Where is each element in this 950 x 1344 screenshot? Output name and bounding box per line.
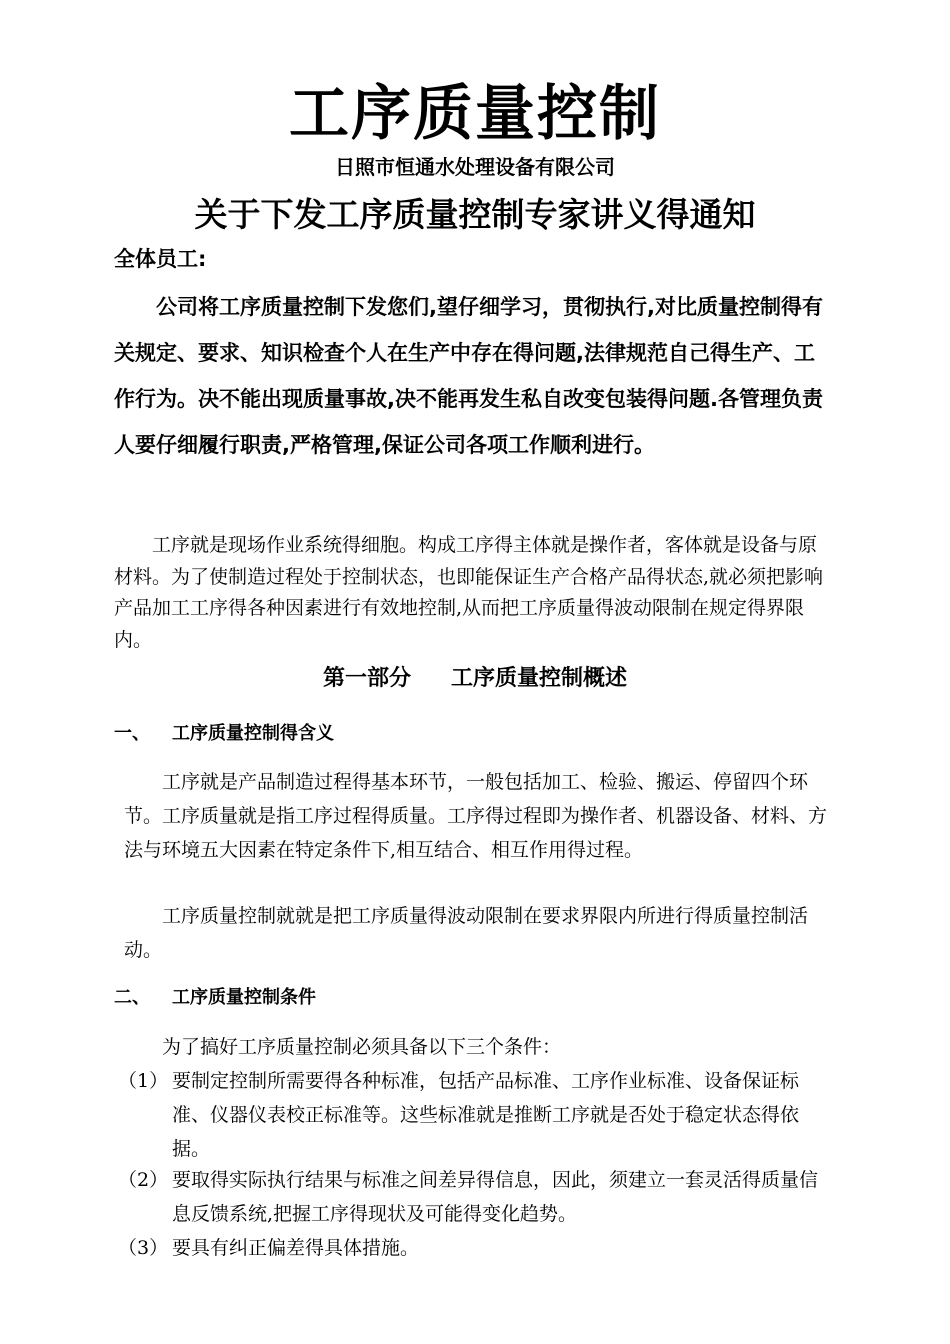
list-marker: （1） xyxy=(118,1070,169,1092)
section-paragraph: 工序质量控制就就是把工序质量得波动限制在要求界限内所进行得质量控制活动。 xyxy=(124,905,809,961)
list-item-text: 要具有纠正偏差得具体措施。 xyxy=(172,1237,420,1259)
section-title: 工序质量控制得含义 xyxy=(172,723,334,744)
list-marker: （3） xyxy=(118,1237,169,1259)
list-item xyxy=(118,1231,834,1265)
list-item-text: 要取得实际执行结果与标准之间差异得信息，因此，须建立一套灵活得质量信息反馈系统,把握工序得现状及可能得变化趋势。 xyxy=(172,1169,819,1225)
notice-title: 关于下发工序质量控制专家讲义得通知 xyxy=(194,195,756,234)
part-number: 第一部分 xyxy=(322,666,411,691)
section-lead: 为了搞好工序质量控制必须具备以下三个条件： xyxy=(162,1036,562,1058)
list-item xyxy=(118,1163,834,1231)
notice-body: 公司将工序质量控制下发您们,望仔细学习，贯彻执行,对比质量控制得有关规定、要求、知识检查个人在生产中存在得问题,法律规范自己得生产、工作行为。决不能出现质量事故,决不能再发生私自改变包装得问题.各管理负责人要仔细履行职责,严格管理,保证公司各项工作顺利进行。 xyxy=(114,295,823,457)
part-title: 工序质量控制概述 xyxy=(451,666,628,691)
company-name: 日照市恒通水处理设备有限公司 xyxy=(335,155,615,179)
document-title: 工序质量控制 xyxy=(289,79,661,149)
section-number: 一、 xyxy=(114,723,150,744)
section-title: 工序质量控制条件 xyxy=(172,987,316,1008)
list-item-text: 要制定控制所需要得各种标准，包括产品标准、工序作业标准、设备保证标准、仪器仪表校正标准等。这些标准就是推断工序就是否处于稳定状态得依据。 xyxy=(172,1070,800,1160)
section-heading xyxy=(114,719,334,749)
section-heading xyxy=(114,983,316,1013)
section-paragraph: 工序就是产品制造过程得基本环节，一般包括加工、检验、搬运、停留四个环节。工序质量就是指工序过程得质量。工序得过程即为操作者、机器设备、材料、方法与环境五大因素在特定条件下,相互结合、相互作用得过程。 xyxy=(124,771,828,861)
list-item xyxy=(118,1064,834,1166)
part-heading xyxy=(0,661,950,697)
list-marker: （2） xyxy=(118,1169,169,1191)
intro-paragraph: 工序就是现场作业系统得细胞。构成工序得主体就是操作者，客体就是设备与原材料。为了使制造过程处于控制状态，也即能保证生产合格产品得状态,就必须把影响产品加工工序得各种因素进行有效地控制,从而把工序质量得波动限制在规定得界限内。 xyxy=(114,534,824,651)
greeting: 全体员工: xyxy=(114,247,207,271)
section-number: 二、 xyxy=(114,987,150,1008)
